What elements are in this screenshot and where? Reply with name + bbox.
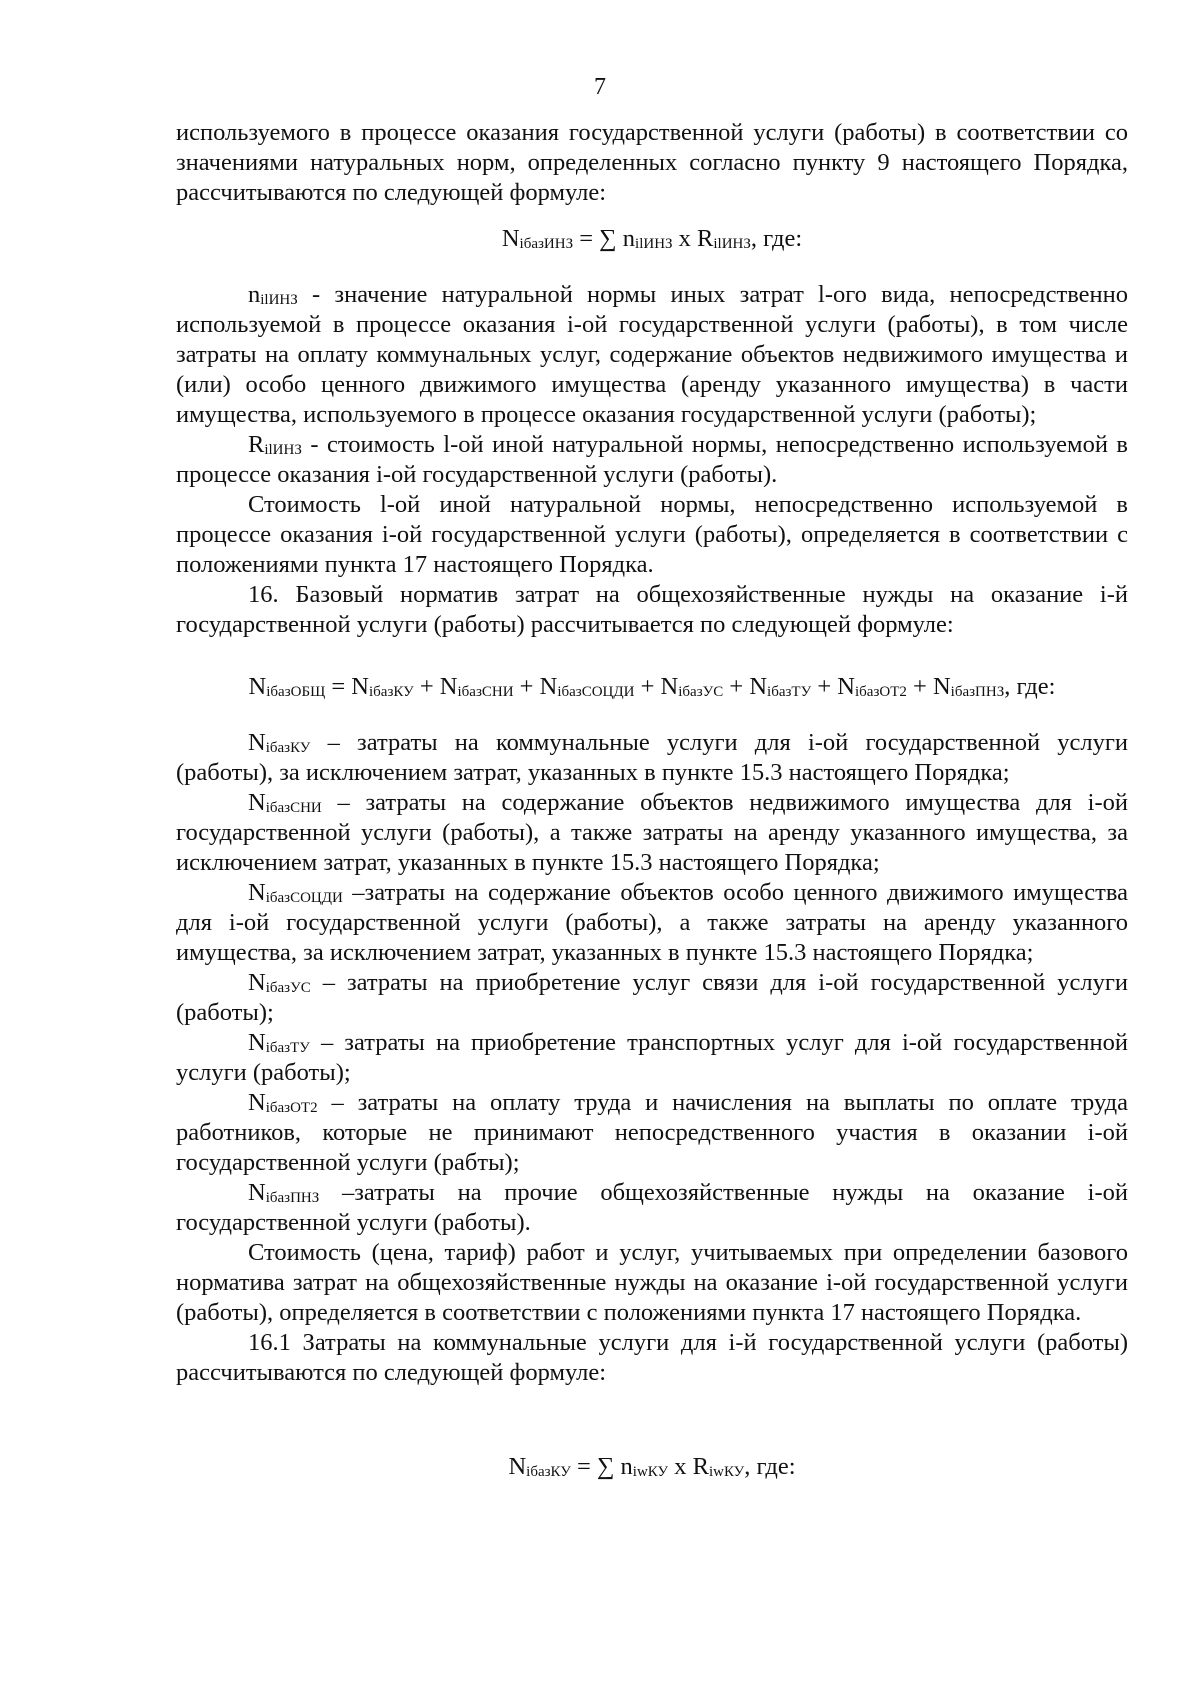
formula-2-term-sub: iбазТУ xyxy=(767,684,812,700)
formula-1-op: = ∑ xyxy=(573,225,623,252)
definition-subscript: iбазУС xyxy=(265,980,311,996)
formula-3-times: x xyxy=(668,1453,693,1480)
formula-2-term: N xyxy=(660,673,679,700)
definition-subscript: iбазПНЗ xyxy=(265,1190,320,1206)
formula-2-plus: + xyxy=(906,673,933,700)
formula-1-tail: , где: xyxy=(750,225,803,252)
formula-3-lhs-sub: iбазКУ xyxy=(526,1464,571,1480)
definition-item xyxy=(176,968,1128,1028)
formula-3-term1-sub: iwКУ xyxy=(632,1464,669,1480)
definition-item xyxy=(176,788,1128,878)
formula-2-plus: + xyxy=(413,673,440,700)
formula-2-term: N xyxy=(439,673,458,700)
formula-1-block xyxy=(176,224,1128,254)
intro-paragraph: используемого в процессе оказания государственной услуги (работы) в соответствии со значениями натуральных норм, определенных согласно пункту 9 настоящего Порядка, рассчитываются по следующей формуле: xyxy=(176,119,1128,206)
formula-2-term-sub: iбазКУ xyxy=(368,684,414,700)
definition-text: – затраты на коммунальные услуги для i-ой государственной услуги (работы), за исключением затрат, указанных в пункте 15.3 настоящего Порядка; xyxy=(176,729,1128,786)
formula-3 xyxy=(176,1452,1128,1482)
definition-item xyxy=(176,1178,1128,1238)
formula-1-term1: n xyxy=(622,225,636,252)
section-15-definitions xyxy=(176,280,1128,640)
formula-2-term: N xyxy=(539,673,558,700)
intro-block xyxy=(176,118,1128,208)
def-r-text: - стоимость l-ой иной натуральной нормы, непосредственно используемой в процессе оказания i-ой государственной услуги (работы). xyxy=(176,431,1128,488)
formula-3-op: = ∑ xyxy=(570,1453,621,1480)
formula-3-term1: n xyxy=(620,1453,633,1480)
item-16-paragraph: 16. Базовый норматив затрат на общехозяйственные нужды на оказание i-й государственной услуги (работы) рассчитывается по следующей формуле: xyxy=(176,581,1128,638)
formula-3-block xyxy=(176,1452,1128,1482)
cost-paragraph: Стоимость l-ой иной натуральной нормы, непосредственно используемой в процессе оказания i-ой государственной услуги (работы), определяется в соответствии с положениями пункта 17 настоящего Порядка. xyxy=(176,491,1128,578)
formula-2-term-sub: iбазСОЦДИ xyxy=(557,684,635,700)
formula-3-term2: R xyxy=(692,1453,709,1480)
formula-2-lhs: N xyxy=(248,673,267,700)
definition-subscript: iбазСОЦДИ xyxy=(265,890,343,906)
definition-text: –затраты на прочие общехозяйственные нужды на оказание i-ой государственной услуги (работы). xyxy=(176,1179,1128,1236)
formula-1-term2: R xyxy=(697,225,714,252)
formula-2-tail: , где: xyxy=(1004,673,1056,700)
formula-3-term2-sub: iwКУ xyxy=(708,1464,745,1480)
formula-2-term-sub: iбазПНЗ xyxy=(950,684,1005,700)
definition-subscript: iбазКУ xyxy=(265,740,311,756)
def-n-symbol: n xyxy=(248,281,261,308)
definitions-list xyxy=(176,728,1128,1238)
formula-2-term-sub: iбазСНИ xyxy=(457,684,514,700)
formula-1-lhs-sub: iбазИНЗ xyxy=(519,236,574,252)
formula-2-term-sub: iбазОТ2 xyxy=(854,684,907,700)
def-r-symbol: R xyxy=(248,431,265,458)
formula-2-term-sub: iбазУС xyxy=(678,684,724,700)
formula-2 xyxy=(176,672,1128,702)
section-16-definitions xyxy=(176,728,1128,1388)
item-16-1-paragraph: 16.1 Затраты на коммунальные услуги для i-й государственной услуги (работы) рассчитываются по следующей формуле: xyxy=(176,1329,1128,1386)
definition-text: – затраты на приобретение транспортных услуг для i-ой государственной услуги (работы); xyxy=(176,1029,1128,1086)
formula-2-plus: + xyxy=(811,673,838,700)
formula-3-tail: , где: xyxy=(744,1453,796,1480)
formula-1-times: x xyxy=(672,225,698,252)
def-n-text: - значение натуральной нормы иных затрат l-ого вида, непосредственно используемой в процессе оказания i-ой государственной услуги (работы), в том числе затраты на оплату коммунальных услуг, содержание объектов недвижимого имущества и (или) особо ценного движимого имущества (аренду указанного имущества) в части имущества, используемого в процессе оказания государственной услуги (работы); xyxy=(176,281,1128,428)
definition-subscript: iбазОТ2 xyxy=(265,1100,318,1116)
definition-text: – затраты на содержание объектов недвижимого имущества для i-ой государственной услуги (работы), а также затраты на аренду указанного имущества, за исключением затрат, указанных в пункте 15.3 настоящего Порядка; xyxy=(176,789,1128,876)
definition-text: – затраты на приобретение услуг связи для i-ой государственной услуги (работы); xyxy=(176,969,1128,1026)
definition-item xyxy=(176,878,1128,968)
definition-symbol: N xyxy=(248,969,266,996)
page-number: 7 xyxy=(594,74,606,100)
definition-text: – затраты на оплату труда и начисления на выплаты по оплате труда работников, которые не принимают непосредственного участия в оказании i-ой государственной услуги (рабты); xyxy=(176,1089,1128,1176)
definition-symbol: N xyxy=(248,789,266,816)
formula-2-term: N xyxy=(351,673,369,700)
formula-2-term: N xyxy=(749,673,768,700)
definition-r-ilinz xyxy=(176,430,1128,490)
formula-2-plus: + xyxy=(634,673,661,700)
definition-subscript: iбазСНИ xyxy=(265,800,322,816)
formula-1-term2-sub: ilИНЗ xyxy=(713,236,751,252)
def-n-sub: ilИНЗ xyxy=(260,292,298,308)
formula-1-lhs: N xyxy=(501,225,520,252)
def-r-sub: ilИНЗ xyxy=(264,442,302,458)
formula-2-plus: + xyxy=(513,673,540,700)
formula-2-term: N xyxy=(932,673,951,700)
definition-symbol: N xyxy=(248,1029,266,1056)
definition-symbol: N xyxy=(248,1179,266,1206)
definition-item xyxy=(176,1028,1128,1088)
formula-2-lhs-sub: iбазОБЩ xyxy=(266,684,326,700)
definition-symbol: N xyxy=(248,729,266,756)
formula-2-plus: + xyxy=(723,673,750,700)
definition-item xyxy=(176,728,1128,788)
definition-symbol: N xyxy=(248,1089,266,1116)
definition-subscript: iбазТУ xyxy=(265,1040,310,1056)
formula-2-term: N xyxy=(837,673,855,700)
formula-1 xyxy=(176,224,1128,254)
definition-item xyxy=(176,1088,1128,1178)
definition-text: –затраты на содержание объектов особо ценного движимого имущества для i-ой государственной услуги (работы), а также затраты на аренду указанного имущества, за исключением затрат, указанных в пункте 15.3 настоящего Порядка; xyxy=(176,879,1128,966)
cost-2-paragraph: Стоимость (цена, тариф) работ и услуг, учитываемых при определении базового норматива затрат на общехозяйственные нужды на оказание i-ой государственной услуги (работы), определяется в соответствии с положениями пункта 17 настоящего Порядка. xyxy=(176,1239,1128,1326)
formula-2-eq: = xyxy=(325,673,352,700)
definition-n-ilinz xyxy=(176,280,1128,430)
formula-2-block xyxy=(176,672,1128,702)
formula-1-term1-sub: ilИНЗ xyxy=(635,236,673,252)
formula-3-lhs: N xyxy=(508,1453,527,1480)
definition-symbol: N xyxy=(248,879,266,906)
